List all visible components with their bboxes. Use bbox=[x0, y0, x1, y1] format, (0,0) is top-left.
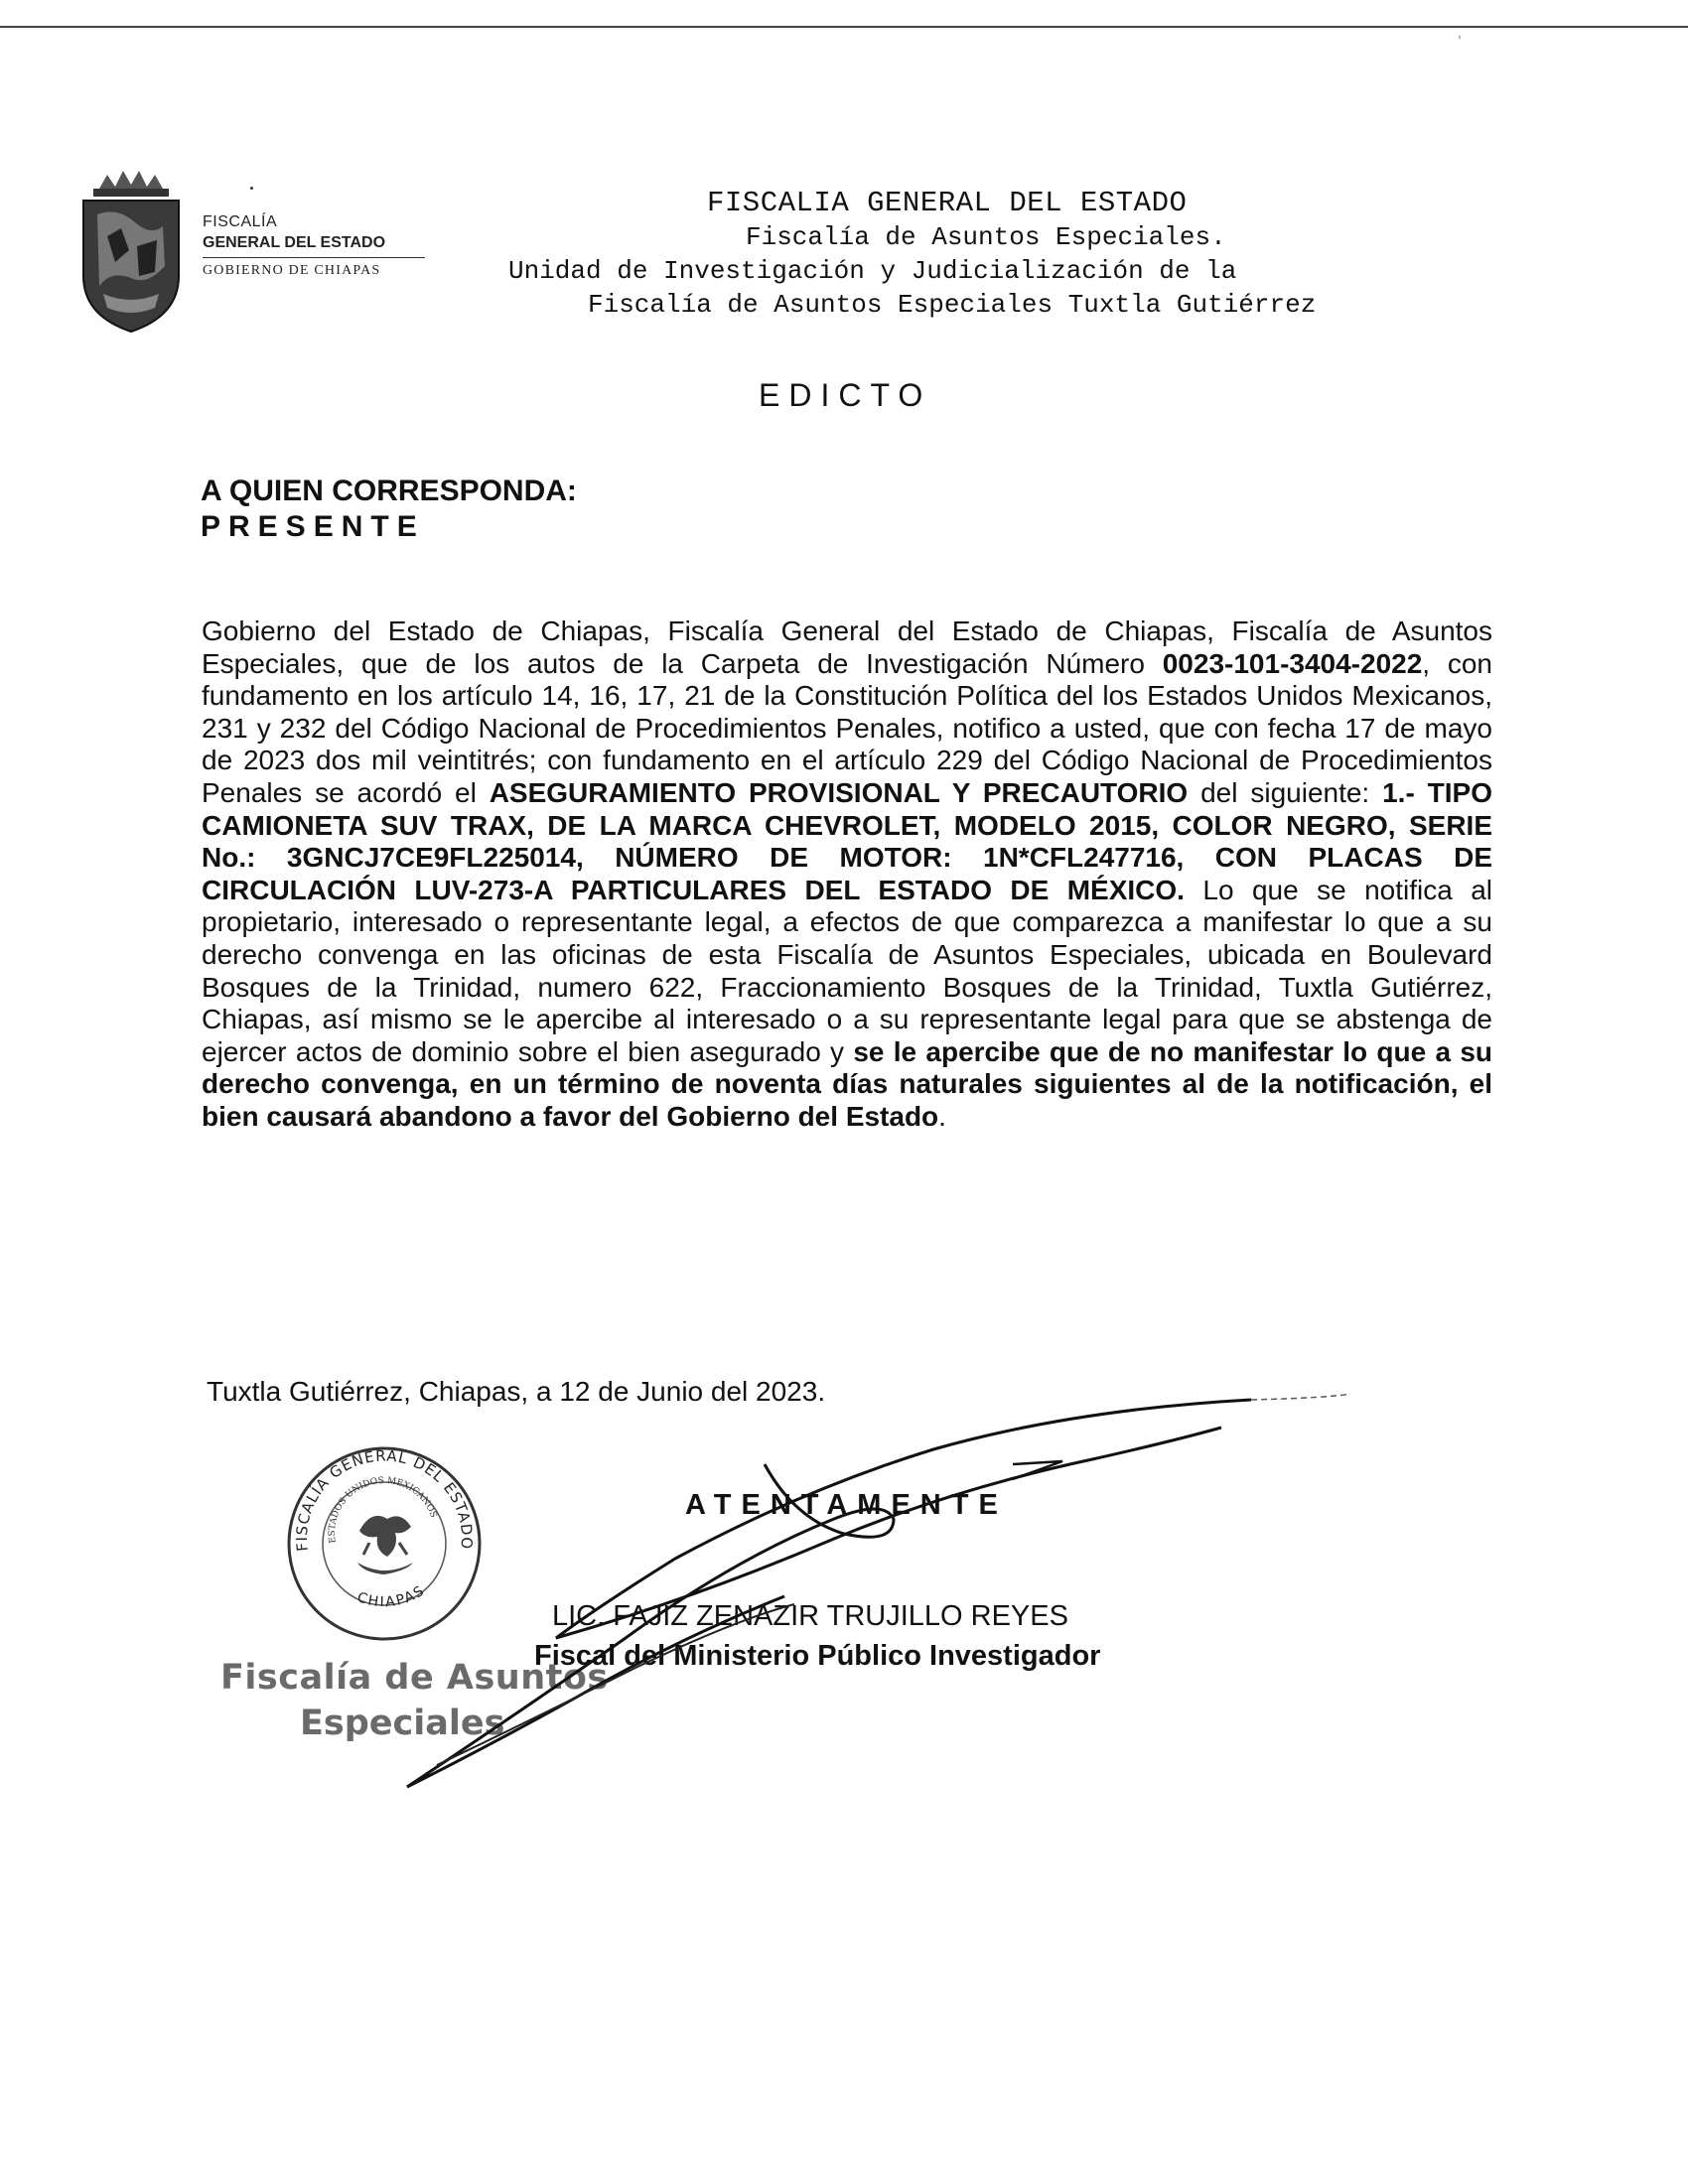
chiapas-coat-of-arms-icon bbox=[77, 167, 185, 336]
body-part1: Gobierno del Estado de Chiapas, Fiscalía General del Estado de Chiapas, Fiscalía de Asuntos Especiales, que de los autos de la Carpeta de Investigación Número bbox=[202, 615, 1492, 679]
svg-text:CHIAPAS bbox=[355, 1582, 429, 1610]
body-part3: del siguiente: bbox=[1188, 776, 1383, 808]
handwritten-signature bbox=[377, 1370, 1350, 1807]
closing: ATENTAMENTE bbox=[685, 1489, 1008, 1521]
official-seal-icon bbox=[280, 1439, 489, 1648]
logo-text bbox=[203, 212, 425, 280]
document-title: EDICTO bbox=[759, 377, 932, 413]
office-stamp-line1: Fiscalía de Asuntos bbox=[220, 1658, 609, 1698]
body-part5: . bbox=[938, 1100, 946, 1132]
logo-line1: FISCALÍA bbox=[203, 213, 278, 230]
logo-line3: GOBIERNO DE CHIAPAS bbox=[203, 263, 381, 278]
header-line2: Fiscalía de Asuntos Especiales. bbox=[746, 222, 1226, 252]
case-number: 0023-101-3404-2022 bbox=[1162, 647, 1423, 679]
body-part4: Lo que se notifica al propietario, interesado o representante legal, a efectos de que comparezca a manifestar lo que a su derecho convenga en las oficinas de esta Fiscalía de Asuntos Especiales, ubicada en Boulevard Bosques de la Trinidad, numero 622, Fraccionamiento Bosques de la Trinidad, Tuxtla Gutiérrez, Chiapas, así mismo se le apercibe al interesado o a su representante legal para que se abstenga de ejercer actos de dominio sobre el bien asegurado y bbox=[202, 874, 1492, 1067]
office-stamp-line2: Especiales bbox=[300, 1704, 505, 1743]
recipient-line: A QUIEN CORRESPONDA: bbox=[201, 475, 577, 507]
scan-mark: ' bbox=[1458, 34, 1462, 50]
seal-outer-text: FISCALÍA GENERAL DEL ESTADO bbox=[292, 1446, 477, 1553]
signer-name: LIC. FAJIZ ZENAZIR TRUJILLO REYES bbox=[552, 1600, 1068, 1632]
logo-divider bbox=[203, 257, 425, 258]
scan-edge-line bbox=[0, 26, 1688, 28]
signer-title: Fiscal del Ministerio Público Investigador bbox=[534, 1640, 1101, 1672]
header-line3: Unidad de Investigación y Judicialización de la bbox=[508, 256, 1237, 286]
logo-line2: GENERAL DEL ESTADO bbox=[203, 234, 386, 251]
logo-dot bbox=[250, 187, 253, 190]
body-bold-seizure: ASEGURAMIENTO PROVISIONAL Y PRECAUTORIO bbox=[489, 776, 1189, 808]
body-part2: , con fundamento en los artículo 14, 16, 17, 21 de la Constitución Política del los Estados Unidos Mexicanos, 231 y 232 del Código Nacional de Procedimientos Penales, notifico a usted, que con fecha 17 de mayo de 2023 dos mil veintitrés; con fundamento en el artículo 229 del Código Nacional de Procedimientos Penales se acordó el bbox=[202, 647, 1493, 808]
header-line4: Fiscalía de Asuntos Especiales Tuxtla Gutiérrez bbox=[588, 290, 1317, 320]
vehicle-description: 1.- TIPO CAMIONETA SUV TRAX, DE LA MARCA CHEVROLET, MODELO 2015, COLOR NEGRO, SERIE No.: 3GNCJ7CE9FL225014, NÚMERO DE MOTOR: 1N*CFL247716, CON PLACAS DE CIRCULACIÓN LUV-273-A PARTICULARES DEL ESTADO DE MÉXICO. bbox=[202, 776, 1493, 905]
edict-body bbox=[202, 615, 1492, 1134]
body-bold-warning: se le apercibe que de no manifestar lo que a su derecho convenga, en un término de noventa días naturales siguientes al de la notificación, el bien causará abandono a favor del Gobierno del Estado bbox=[202, 1035, 1492, 1132]
header-line1: FISCALIA GENERAL DEL ESTADO bbox=[707, 187, 1188, 219]
eagle-emblem-icon bbox=[357, 1516, 413, 1574]
place-date: Tuxtla Gutiérrez, Chiapas, a 12 de Junio del 2023. bbox=[207, 1376, 826, 1407]
seal-bottom-text: CHIAPAS bbox=[354, 1582, 429, 1611]
seal-inner-text: ESTADOS UNIDOS MEXICANOS bbox=[327, 1475, 439, 1545]
presente-line: PRESENTE bbox=[201, 510, 425, 543]
